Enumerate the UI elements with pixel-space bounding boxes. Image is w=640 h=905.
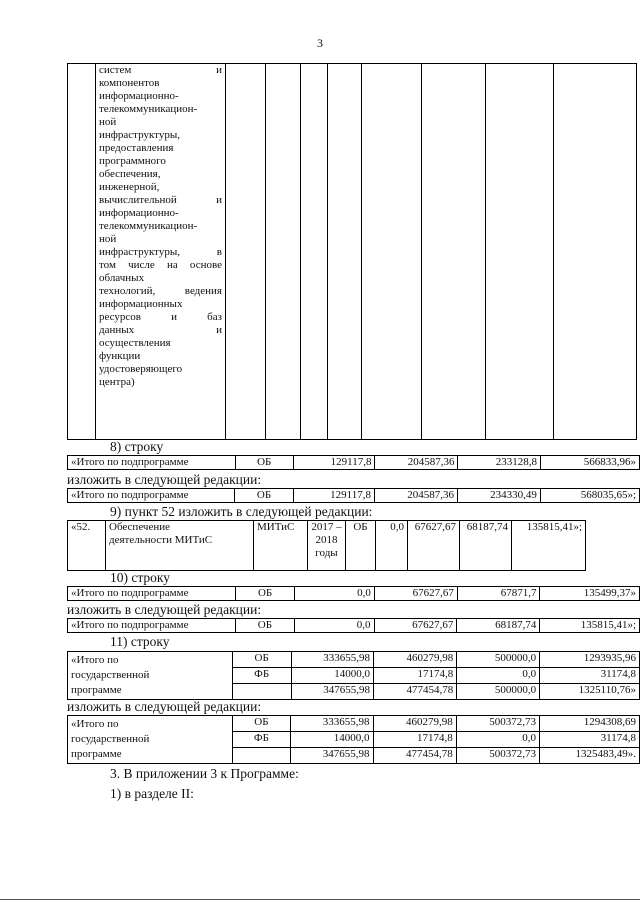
page-number: 3 xyxy=(317,36,323,50)
paragraph-8-follow: изложить в следующей редакции: xyxy=(67,472,262,487)
value-cell: 17174,8 xyxy=(373,732,456,748)
value-cell: 204587,36 xyxy=(375,489,458,503)
source-cell xyxy=(232,684,291,700)
value-cell: 129117,8 xyxy=(293,489,374,503)
value-cell: 67627,67 xyxy=(374,619,457,633)
row8-new-table xyxy=(67,488,640,503)
source-cell: ОБ xyxy=(236,587,295,601)
value-cell: 31174,8 xyxy=(540,668,640,684)
cell-empty xyxy=(328,64,362,440)
total-new-table xyxy=(67,715,640,764)
total-label-line: программе xyxy=(71,748,122,760)
value-cell: 477454,78 xyxy=(373,748,456,764)
value-cell: 1325110,76» xyxy=(540,684,640,700)
value-cell: 135499,37» xyxy=(540,587,640,601)
source-cell: ОБ xyxy=(232,716,291,732)
source-cell xyxy=(232,748,291,764)
paragraph-10-title: 10) строку xyxy=(110,570,171,585)
paragraph-10-follow: изложить в следующей редакции: xyxy=(67,602,262,617)
value-cell: 566833,96» xyxy=(541,456,640,470)
value-cell: 1294308,69 xyxy=(539,716,639,732)
row10-old-table xyxy=(67,586,640,601)
source-cell: ОБ xyxy=(346,521,376,571)
row10-new-table xyxy=(67,618,640,633)
value-cell: 67627,67 xyxy=(408,521,460,571)
value-cell: 477454,78 xyxy=(373,684,456,700)
value-cell: 500372,73 xyxy=(456,748,539,764)
section-3-heading: 3. В приложении 3 к Программе: xyxy=(110,766,299,781)
source-cell: ФБ xyxy=(232,732,291,748)
value-cell: 0,0 xyxy=(457,668,540,684)
value-cell: 0,0 xyxy=(456,732,539,748)
total-label-line: государственной xyxy=(71,733,150,745)
value-cell: 233128,8 xyxy=(458,456,541,470)
total-label-line: «Итого по xyxy=(71,718,119,730)
value-cell: 500372,73 xyxy=(456,716,539,732)
value-cell: 500000,0 xyxy=(457,684,540,700)
value-cell: 0,0 xyxy=(294,587,374,601)
executor-cell: МИТиС xyxy=(254,521,308,571)
paragraph-11-title: 11) строку xyxy=(110,634,170,649)
source-cell: ОБ xyxy=(232,652,291,668)
value-cell: 67871,7 xyxy=(457,587,540,601)
value-cell: 500000,0 xyxy=(457,652,540,668)
value-cell: 347655,98 xyxy=(291,748,373,764)
paragraph-8-title: 8) строку xyxy=(110,439,164,454)
value-cell: 0,0 xyxy=(294,619,374,633)
value-cell: 67627,67 xyxy=(374,587,457,601)
value-cell: 0,0 xyxy=(376,521,408,571)
item-name-line: Обеспечение xyxy=(109,521,170,533)
row-label: «Итого по подпрограмме xyxy=(68,619,236,633)
value-cell: 460279,98 xyxy=(373,716,456,732)
total-old-table xyxy=(67,651,640,700)
description-cell: систем и компонентов информационно- телекоммуникацион- ной инфраструктуры, предоставления программного обеспечения, инженерной, вычислительной и информационно- телекоммуникацион- ной инфраструктуры, в том числе на основе облачных технологий, ведения информационных ресурсов и баз данных и осуществления функции удостоверяющего центра) xyxy=(96,64,226,440)
row8-old-table xyxy=(67,455,640,470)
value-cell: 129117,8 xyxy=(293,456,375,470)
cell-empty xyxy=(554,64,637,440)
source-cell: ОБ xyxy=(235,489,293,503)
cell-empty xyxy=(422,64,486,440)
value-cell: 14000,0 xyxy=(291,732,373,748)
source-cell: ОБ xyxy=(235,456,293,470)
item-name-line: деятельности МИТиС xyxy=(109,534,213,546)
value-cell: 460279,98 xyxy=(373,652,456,668)
paragraph-11-follow: изложить в следующей редакции: xyxy=(67,699,262,714)
source-cell: ОБ xyxy=(236,619,295,633)
continuation-table xyxy=(67,63,637,440)
value-cell: 347655,98 xyxy=(291,684,373,700)
source-cell: ФБ xyxy=(232,668,291,684)
paragraph-9-title: 9) пункт 52 изложить в следующей редакции: xyxy=(110,504,373,519)
cell-empty xyxy=(226,64,266,440)
value-cell: 135815,41»; xyxy=(540,619,640,633)
years-line: годы xyxy=(315,547,338,559)
cell-num xyxy=(68,64,96,440)
item-number: «52. xyxy=(68,521,106,571)
value-cell: 17174,8 xyxy=(373,668,456,684)
section-3-item-1: 1) в разделе II: xyxy=(110,786,194,801)
value-cell: 1293935,96 xyxy=(540,652,640,668)
value-cell: 68187,74 xyxy=(460,521,512,571)
page-bottom-rule xyxy=(0,899,640,900)
years-line: 2017 – xyxy=(311,521,342,533)
value-cell: 333655,98 xyxy=(291,716,373,732)
value-cell: 68187,74 xyxy=(457,619,540,633)
years-cell xyxy=(308,521,346,571)
total-label xyxy=(68,652,233,700)
total-label-line: государственной xyxy=(71,669,150,681)
cell-empty xyxy=(486,64,554,440)
cell-empty xyxy=(362,64,422,440)
value-cell: 1325483,49». xyxy=(539,748,639,764)
total-label-line: «Итого по xyxy=(71,654,119,666)
value-cell: 333655,98 xyxy=(291,652,373,668)
cell-empty xyxy=(301,64,328,440)
value-cell: 568035,65»; xyxy=(540,489,639,503)
value-cell: 135815,41»; xyxy=(512,521,586,571)
value-cell: 204587,36 xyxy=(375,456,458,470)
total-label xyxy=(68,716,233,764)
value-cell: 31174,8 xyxy=(539,732,639,748)
total-label-line: программе xyxy=(71,684,122,696)
item-name xyxy=(106,521,254,571)
row9-table xyxy=(67,520,586,571)
cell-empty xyxy=(266,64,301,440)
row-label: «Итого по подпрограмме xyxy=(68,489,235,503)
value-cell: 234330,49 xyxy=(457,489,540,503)
row-label: «Итого по подпрограмме xyxy=(68,587,236,601)
years-line: 2018 xyxy=(315,534,338,546)
row-label: «Итого по подпрограмме xyxy=(68,456,236,470)
value-cell: 14000,0 xyxy=(291,668,373,684)
